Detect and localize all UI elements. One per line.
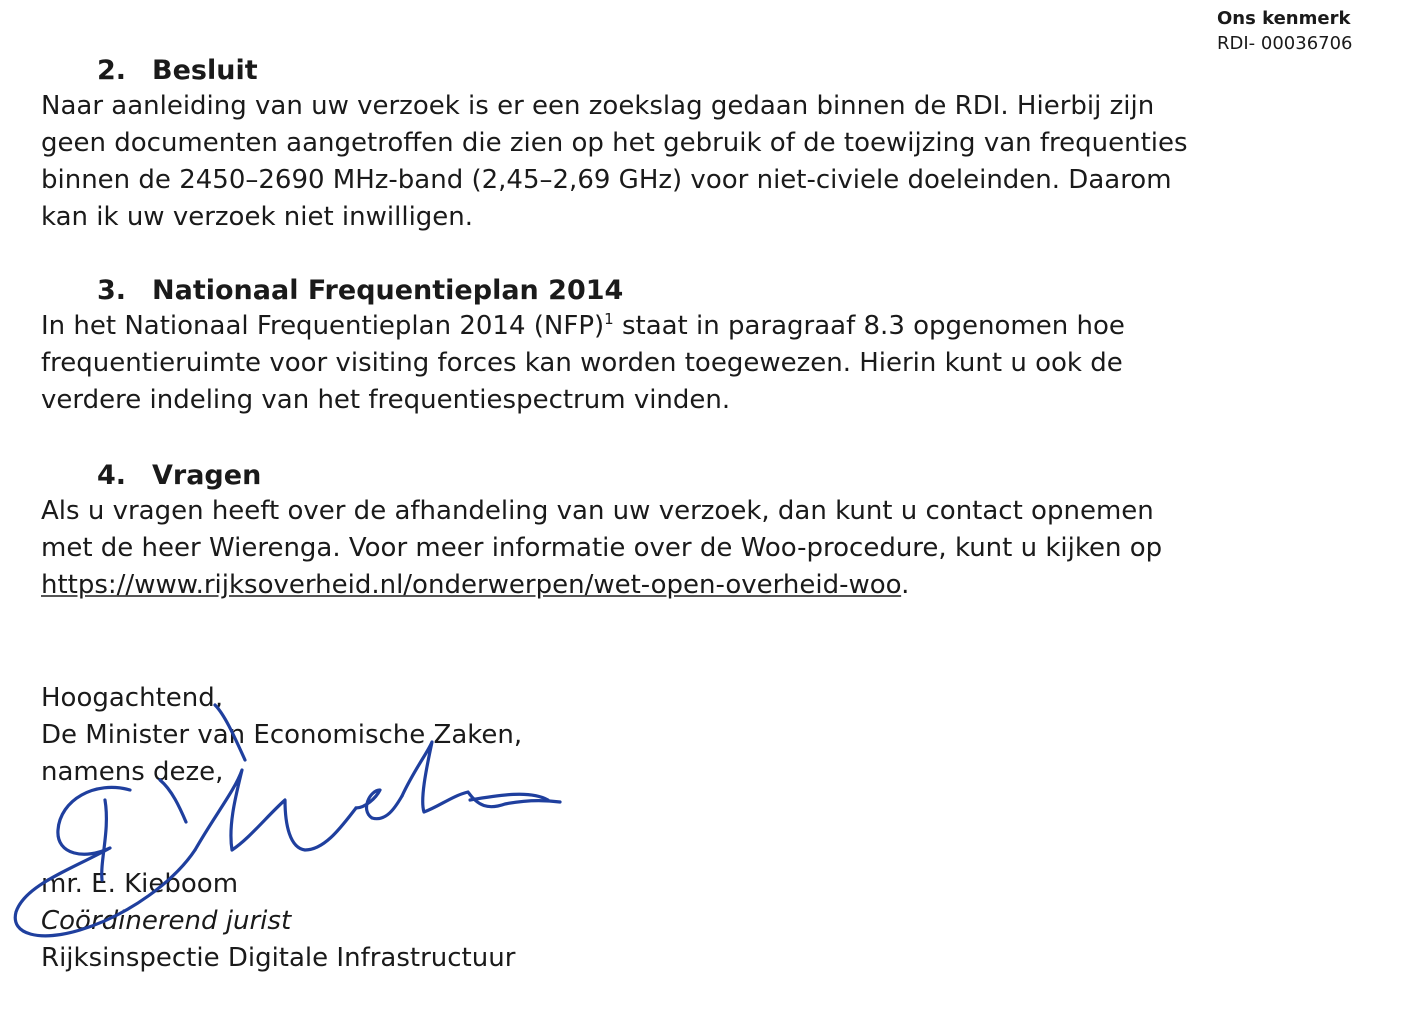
footnote-mark[interactable]: 1: [604, 310, 614, 328]
closing-minister: De Minister van Economische Zaken,: [41, 720, 523, 750]
section-number: 4.: [97, 460, 127, 491]
closing-greeting: Hoogachtend,: [41, 683, 224, 713]
reference-number: RDI- 00036706: [1217, 33, 1353, 54]
reference-label: Ons kenmerk: [1217, 8, 1351, 29]
section-body: [41, 493, 1201, 604]
signer-name: mr. E. Kieboom: [41, 869, 239, 899]
reference-block: [1217, 6, 1353, 56]
body-text: staat in paragraaf 8.3 opgenomen hoe frequentieruimte voor visiting forces kan worden toegewezen. Hierin kunt u ook de verdere indeling van het frequentiespectrum vinden.: [41, 311, 1125, 415]
signer-organization: Rijksinspectie Digitale Infrastructuur: [41, 943, 516, 973]
section-number: 3.: [97, 275, 127, 306]
body-text: Als u vragen heeft over de afhandeling van uw verzoek, dan kunt u contact opnemen met de heer Wierenga. Voor meer informatie over de Woo-procedure, kunt u kijken op: [41, 496, 1163, 563]
section-heading: [41, 459, 1201, 493]
section-heading: [41, 54, 1201, 88]
section-besluit: [41, 54, 1201, 236]
closing-on-behalf: namens deze,: [41, 757, 224, 787]
section-nfp: [41, 274, 1201, 419]
section-number: 2.: [97, 55, 127, 86]
section-title: Nationaal Frequentieplan 2014: [152, 275, 624, 306]
section-body: [41, 308, 1201, 419]
signer-role: Coördinerend jurist: [41, 906, 292, 936]
signer-block: [41, 866, 515, 977]
closing-block: [41, 680, 522, 791]
woo-link[interactable]: https://www.rijksoverheid.nl/onderwerpen/wet-open-overheid-woo: [41, 570, 902, 600]
section-vragen: [41, 459, 1201, 604]
section-title: Vragen: [152, 460, 262, 491]
section-heading: [41, 274, 1201, 308]
body-text: In het Nationaal Frequentieplan 2014 (NFP): [41, 311, 605, 341]
body-text: .: [901, 570, 910, 600]
section-title: Besluit: [152, 55, 258, 86]
section-body: Naar aanleiding van uw verzoek is er een zoekslag gedaan binnen de RDI. Hierbij zijn geen documenten aangetroffen die zien op het gebruik of de toewijzing van frequenties binnen de 2450–2690 MHz-band (2,45–2,69 GHz) voor niet-civiele doeleinden. Daarom kan ik uw verzoek niet inwilligen.: [41, 91, 1188, 232]
